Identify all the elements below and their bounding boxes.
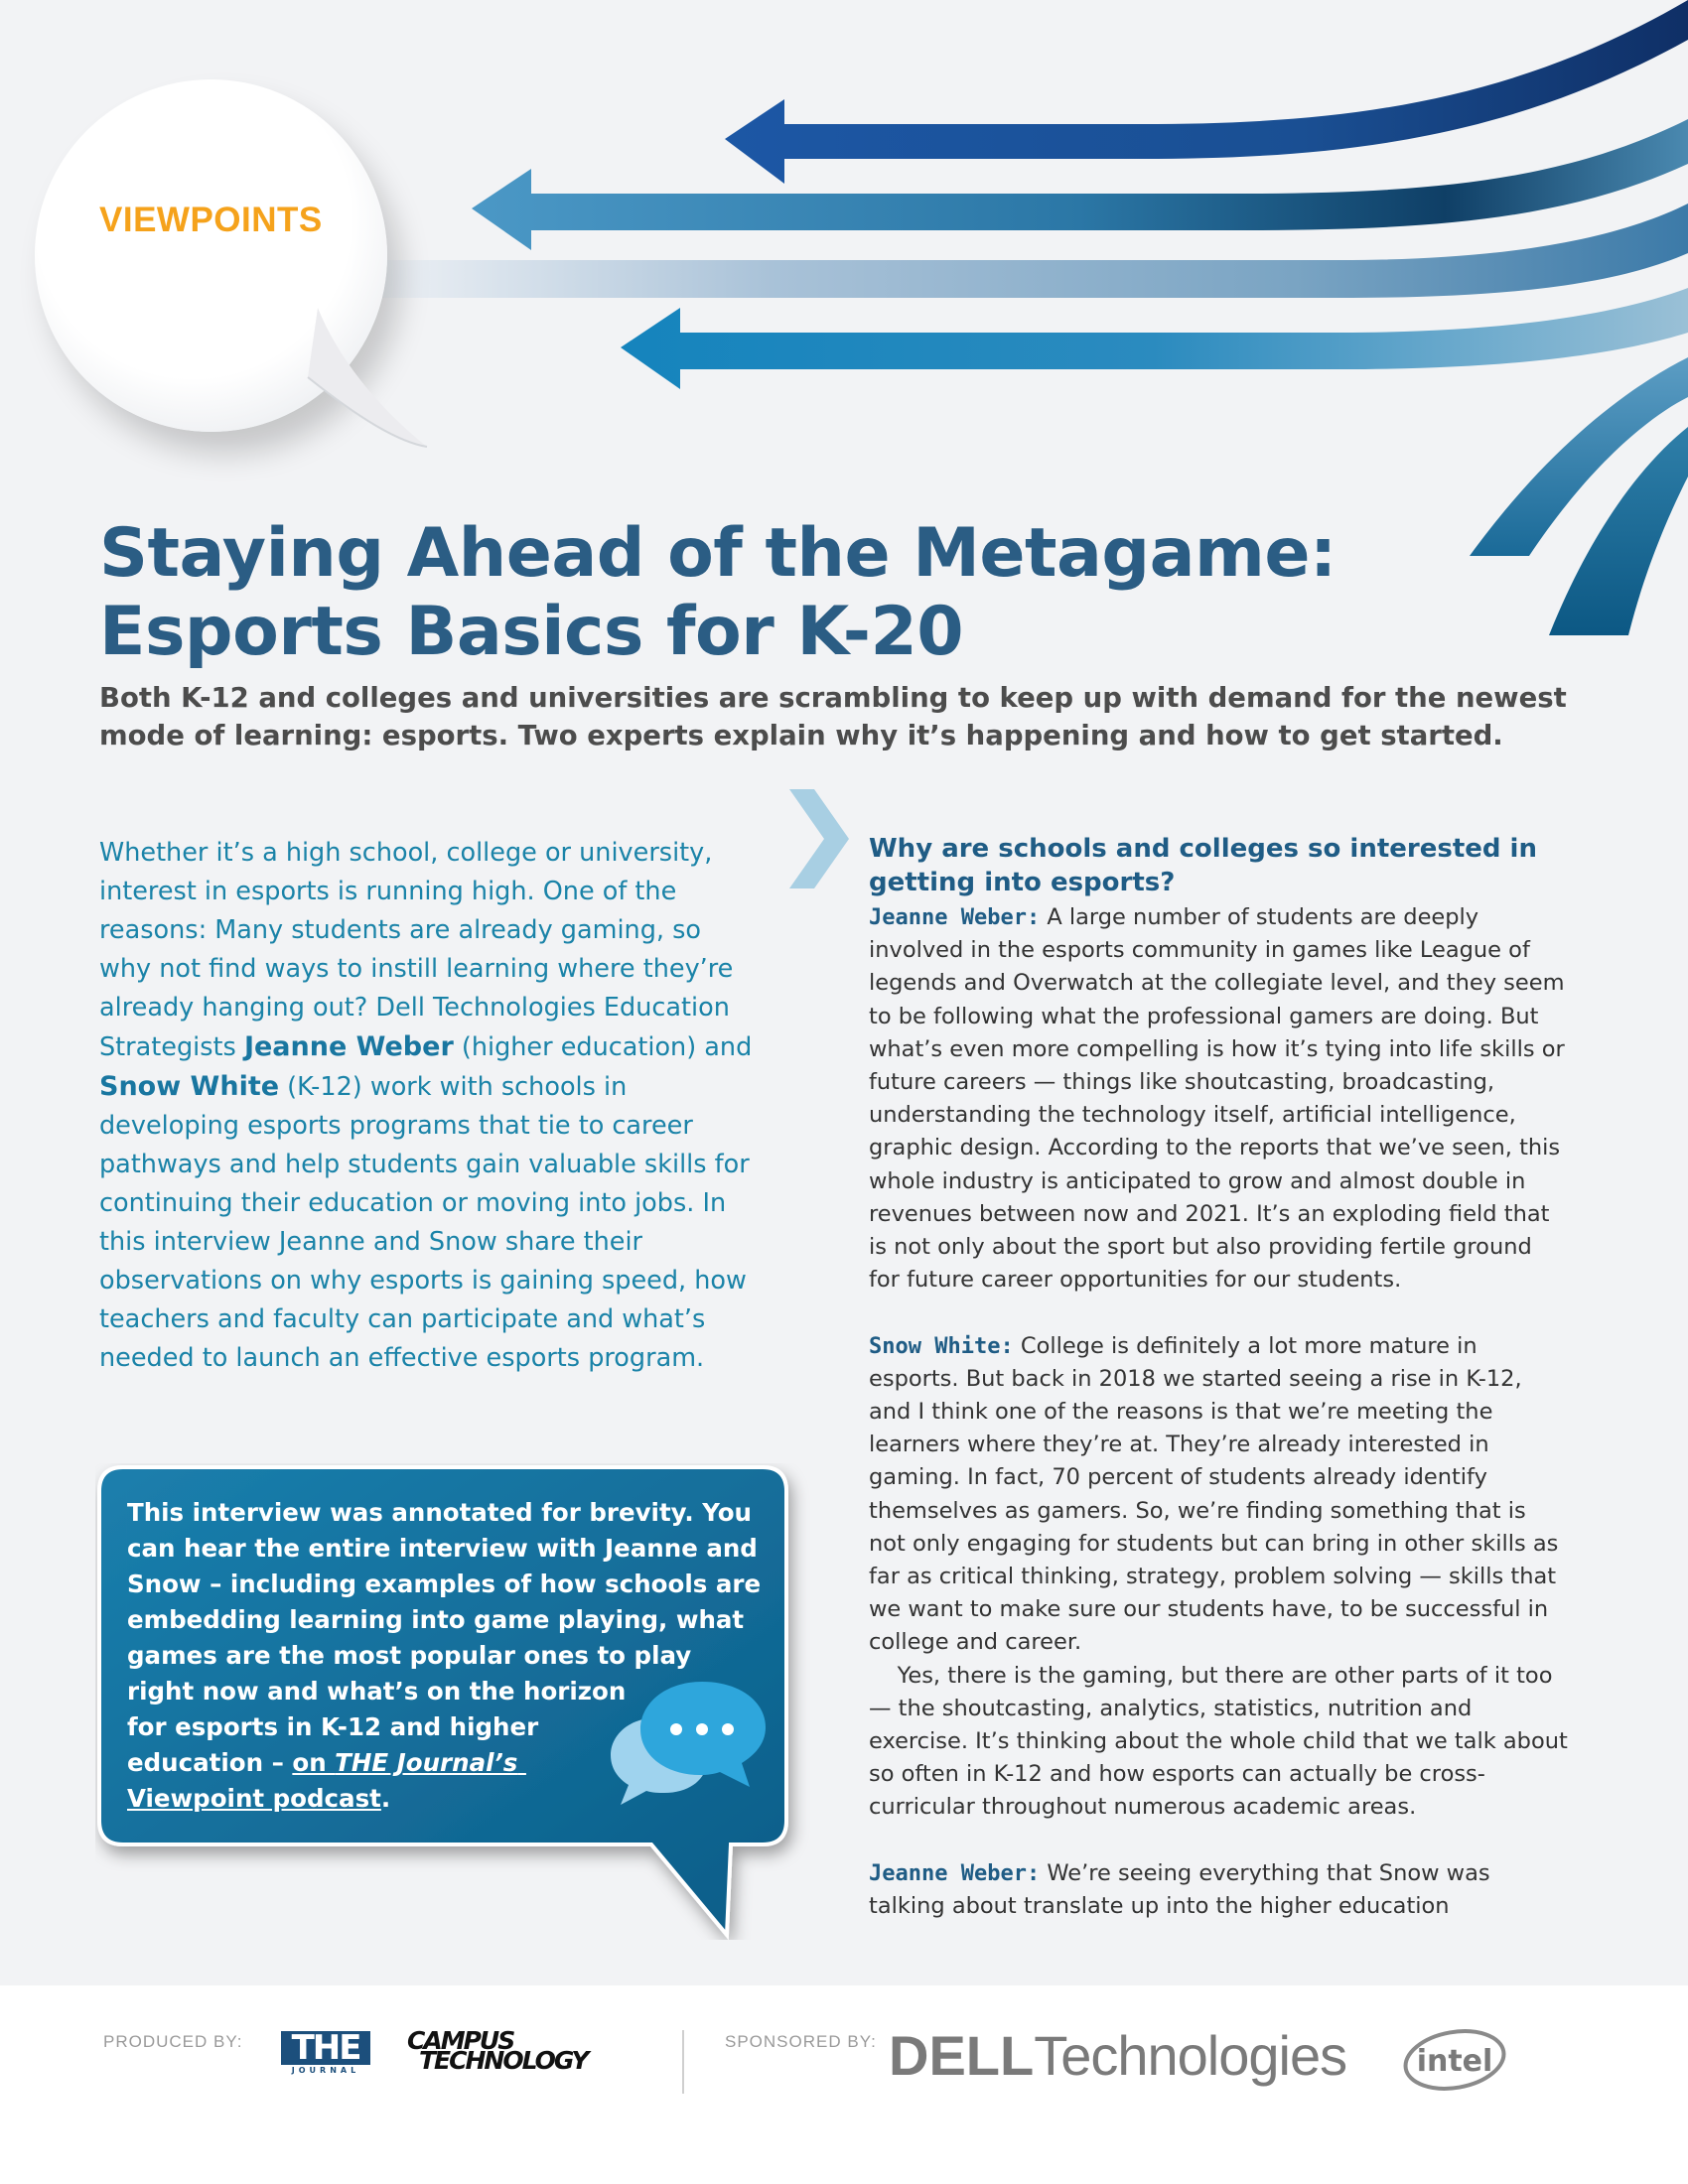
answer-line: legends and Overwatch at the collegiate level, and they seem bbox=[869, 970, 1565, 997]
intro-line bbox=[99, 1067, 794, 1107]
answer-line: esports. But back in 2018 we started seeing a rise in K-12, bbox=[869, 1365, 1522, 1392]
dell-logo-text: Technologies bbox=[1034, 2024, 1347, 2087]
campus-technology-logo bbox=[407, 2026, 645, 2075]
question-line: Why are schools and colleges so interested in bbox=[869, 834, 1537, 864]
answer-line: gaming. In fact, 70 percent of students already identify bbox=[869, 1464, 1487, 1491]
produced-by-label: PRODUCED BY: bbox=[103, 2032, 243, 2051]
answer-line: and I think one of the reasons is that we’re meeting the bbox=[869, 1399, 1493, 1426]
intro-text: (higher education) and bbox=[453, 1032, 753, 1062]
campus-technology-line: TECHNOLOGY bbox=[419, 2046, 588, 2075]
answer-line: college and career. bbox=[869, 1629, 1082, 1656]
answer-line: exercise. It’s thinking about the whole child that we talk about bbox=[869, 1728, 1568, 1755]
intro-line: reasons: Many students are already gaming, so bbox=[99, 915, 701, 945]
interview-body bbox=[869, 901, 1623, 1923]
the-journal-logo bbox=[281, 2028, 370, 2079]
answer-text: A large number of students are deeply bbox=[1040, 904, 1479, 930]
callout-text-part: . bbox=[380, 1784, 391, 1813]
answer-line: themselves as gamers. So, we’re finding something that is bbox=[869, 1497, 1526, 1524]
intro-line: already hanging out? Dell Technologies Education bbox=[99, 993, 730, 1023]
intel-logo-text: intel bbox=[1416, 2044, 1493, 2079]
answer-line: future careers — things like shoutcasting, broadcasting, bbox=[869, 1069, 1495, 1096]
answer-line: graphic design. According to the reports that we’ve seen, this bbox=[869, 1135, 1561, 1161]
the-journal-logo-subtext: JOURNAL bbox=[291, 2066, 360, 2075]
podcast-link[interactable] bbox=[292, 1748, 526, 1777]
answer-line: understanding the technology itself, artificial intelligence, bbox=[869, 1102, 1516, 1129]
answer-line: so often in K-12 and how esports can actually be cross- bbox=[869, 1761, 1485, 1788]
dell-technologies-logo bbox=[889, 2023, 1346, 2088]
answer-line: for future career opportunities for our students. bbox=[869, 1267, 1402, 1294]
callout-line: right now and what’s on the horizon bbox=[127, 1677, 627, 1706]
answer-line: involved in the esports community in games like League of bbox=[869, 937, 1530, 964]
name-snow-white: Snow White bbox=[99, 1071, 280, 1102]
answer-line: not only engaging for students but can bring in other skills as bbox=[869, 1530, 1559, 1557]
footer-divider bbox=[682, 2030, 684, 2094]
intel-logo bbox=[1400, 2025, 1509, 2095]
intro-line: continuing their education or moving into jobs. In bbox=[99, 1188, 727, 1218]
callout-line: embedding learning into game playing, what bbox=[127, 1605, 745, 1634]
intro-text: (K-12) work with schools in bbox=[279, 1072, 628, 1102]
page-title bbox=[99, 514, 1489, 671]
callout-line: can hear the entire interview with Jeanne and bbox=[127, 1534, 758, 1563]
intro-line: why not find ways to instill learning where they’re bbox=[99, 954, 734, 984]
campus-technology-line: CAMPUS bbox=[407, 2026, 514, 2055]
callout-line: This interview was annotated for brevity. You bbox=[127, 1498, 752, 1527]
paragraph-gap bbox=[869, 1825, 1623, 1857]
intro-line: needed to launch an effective esports program. bbox=[99, 1343, 705, 1373]
answer-line: to be following what the professional gamers are doing. But bbox=[869, 1003, 1539, 1029]
title-line: Staying Ahead of the Metagame: bbox=[99, 514, 1336, 593]
intro-text: Strategists bbox=[99, 1032, 244, 1062]
deck-line: Both K-12 and colleges and universities are scrambling to keep up with demand for the newest bbox=[99, 682, 1567, 714]
speaker-label: Snow White: bbox=[869, 1333, 1014, 1359]
answer-line: what’s even more compelling is how it’s tying into life skills or bbox=[869, 1035, 1565, 1062]
answer-line: Yes, there is the gaming, but there are other parts of it too bbox=[869, 1662, 1553, 1689]
answer-line: curricular throughout numerous academic areas. bbox=[869, 1794, 1417, 1821]
answer-line: far as critical thinking, strategy, problem solving — skills that bbox=[869, 1564, 1557, 1590]
podcast-link[interactable]: Viewpoint podcast bbox=[127, 1784, 381, 1813]
intro-line: Whether it’s a high school, college or university, bbox=[99, 838, 713, 868]
intro-line: observations on why esports is gaining speed, how bbox=[99, 1266, 747, 1296]
speaker-label: Jeanne Weber: bbox=[869, 1860, 1041, 1886]
answer-line bbox=[869, 1857, 1623, 1890]
answer-line: talking about translate up into the higher education bbox=[869, 1893, 1450, 1920]
callout-line: games are the most popular ones to play bbox=[127, 1641, 692, 1670]
paragraph-gap bbox=[869, 1297, 1623, 1329]
chevron-right-icon bbox=[784, 784, 854, 893]
answer-line: learners where they’re at. They’re already interested in bbox=[869, 1432, 1489, 1458]
intro-line: pathways and help students gain valuable skills for bbox=[99, 1150, 750, 1179]
intro-line: developing esports programs that tie to career bbox=[99, 1111, 693, 1141]
title-line: Esports Basics for K-20 bbox=[99, 593, 964, 671]
callout-line: Snow – including examples of how schools are bbox=[127, 1570, 762, 1598]
intro-line: this interview Jeanne and Snow share their bbox=[99, 1227, 643, 1257]
section-label: VIEWPOINTS bbox=[99, 201, 323, 239]
link-text-italic: THE Journal’s bbox=[335, 1748, 518, 1777]
speech-bubble-tail bbox=[298, 298, 437, 457]
answer-line bbox=[869, 901, 1623, 934]
answer-line: is not only about the sport but also providing fertile ground bbox=[869, 1234, 1532, 1261]
callout-line: for esports in K-12 and higher bbox=[127, 1712, 539, 1741]
intro-line: teachers and faculty can participate and what’s bbox=[99, 1304, 706, 1334]
deck-line: mode of learning: esports. Two experts explain why it’s happening and how to get started. bbox=[99, 720, 1503, 751]
answer-text: College is definitely a lot more mature in bbox=[1013, 1332, 1477, 1359]
answer-line: — the shoutcasting, analytics, statistics, nutrition and bbox=[869, 1695, 1473, 1721]
question-heading bbox=[869, 832, 1584, 899]
intro-paragraph bbox=[99, 834, 794, 1378]
link-text: on bbox=[292, 1748, 336, 1777]
answer-line: whole industry is anticipated to grow and almost double in bbox=[869, 1167, 1526, 1194]
chat-bubbles-icon bbox=[611, 1678, 770, 1807]
intro-line bbox=[99, 1027, 794, 1067]
sponsored-by-label: SPONSORED BY: bbox=[725, 2032, 877, 2051]
speaker-label: Jeanne Weber: bbox=[869, 905, 1041, 930]
intro-line: interest in esports is running high. One of the bbox=[99, 877, 677, 906]
dell-logo-text: DELL bbox=[889, 2024, 1035, 2087]
deck-subtitle bbox=[99, 679, 1567, 754]
answer-text: We’re seeing everything that Snow was bbox=[1040, 1859, 1490, 1886]
answer-line bbox=[869, 1330, 1623, 1363]
callout-text-part: education – bbox=[127, 1748, 293, 1777]
name-jeanne-weber: Jeanne Weber bbox=[243, 1031, 454, 1062]
answer-line: revenues between now and 2021. It’s an exploding field that bbox=[869, 1200, 1550, 1227]
the-journal-logo-text: THE bbox=[281, 2031, 370, 2065]
question-line: getting into esports? bbox=[869, 868, 1176, 897]
answer-line: we want to make sure our students have, to be successful in bbox=[869, 1596, 1549, 1623]
